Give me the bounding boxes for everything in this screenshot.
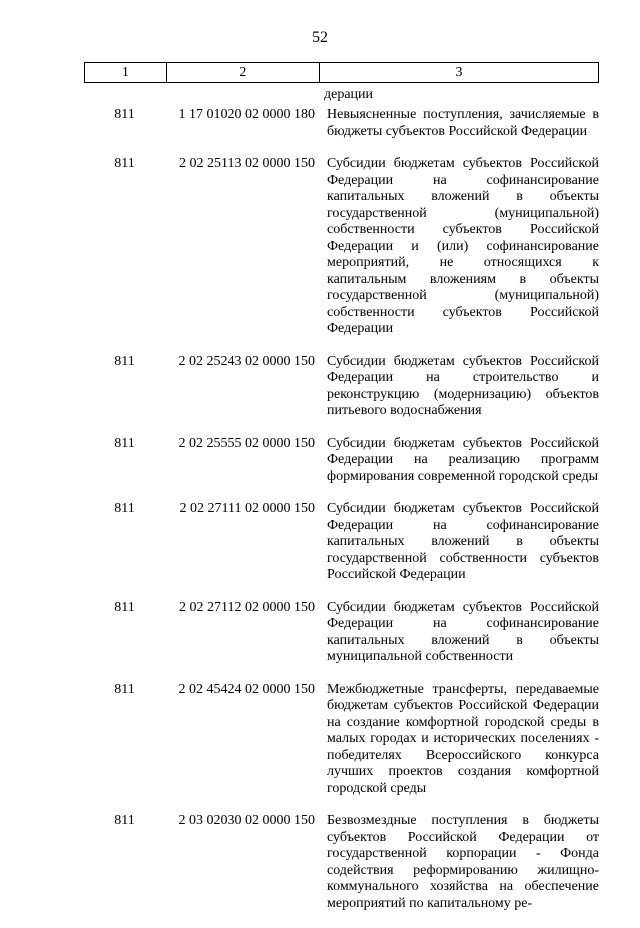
budget-code: 2 03 02030 02 0000 150 (178, 813, 315, 828)
income-description: Субсидии бюджетам субъектов Российской Федерации на софинансирование капитальных вложений в объекты государственной собственности субъектов Российской Федерации (327, 501, 599, 582)
budget-code: 2 02 45424 02 0000 150 (178, 681, 315, 697)
income-description: Невыясненные поступления, зачисляемые в бюджеты субъектов Российской Федерации (327, 107, 599, 139)
column-header-row (85, 63, 599, 83)
admin-code: 811 (114, 501, 135, 516)
income-description: Субсидии бюджетам субъектов Российской Федерации на софинансирование капитальных вложений в объекты муниципальной собственности (327, 599, 599, 664)
budget-code: 2 02 27112 02 0000 150 (179, 599, 315, 615)
budget-code: 2 02 25113 02 0000 150 (179, 156, 315, 171)
income-description: Субсидии бюджетам субъектов Российской Федерации на реализацию программ формирования современной городской среды (327, 435, 599, 484)
table-row (84, 682, 599, 798)
table-row (84, 813, 599, 912)
table-body (84, 107, 599, 928)
budget-code: 2 02 25243 02 0000 150 (178, 353, 315, 369)
table-row (84, 436, 599, 486)
budget-code: 2 02 27111 02 0000 150 (179, 501, 315, 516)
admin-code: 811 (114, 156, 135, 171)
admin-code: 811 (114, 107, 135, 122)
income-description: Субсидии бюджетам субъектов Российской Федерации на софинансирование капитальных вложений в объекты государственной (муниципальной) собственности субъектов Российской Федерации и (или) софинансирование мероприятий, не относящихся к капитальным вложениям в объекты государственной (муниципальной) собственности субъектов Российской Федерации (327, 156, 599, 336)
table-row (84, 156, 599, 338)
table-row (84, 354, 599, 420)
income-description: Безвозмездные поступления в бюджеты субъектов Российской Федерации от государственной корпорации - Фонда содействия реформированию жилищно-коммунального хозяйства на обеспечение мероприятий по капитальному ре- (327, 813, 599, 911)
column-header-table (84, 62, 599, 83)
admin-code: 811 (114, 599, 135, 615)
column-header-3: 3 (320, 63, 599, 83)
admin-code: 811 (114, 681, 135, 697)
column-header-2: 2 (166, 63, 319, 83)
continued-text: дерации (324, 87, 374, 102)
table-row (84, 107, 599, 140)
page-number: 52 (312, 29, 328, 46)
budget-code: 1 17 01020 02 0000 180 (178, 107, 315, 122)
budget-code: 2 02 25555 02 0000 150 (178, 435, 315, 451)
admin-code: 811 (114, 353, 135, 369)
admin-code: 811 (114, 435, 135, 451)
column-header-1: 1 (85, 63, 167, 83)
income-description: Межбюджетные трансферты, передаваемые бюджетам субъектов Российской Федерации на создание комфортной городской среды в малых городах и исторических поселениях - победителях Всероссийского конкурса лучших проектов создания комфортной городской среды (327, 681, 599, 796)
table-row (84, 501, 599, 584)
income-description: Субсидии бюджетам субъектов Российской Федерации на строительство и реконструкцию (модернизацию) объектов питьевого водоснабжения (327, 353, 599, 418)
table-row (84, 600, 599, 666)
admin-code: 811 (114, 813, 135, 828)
